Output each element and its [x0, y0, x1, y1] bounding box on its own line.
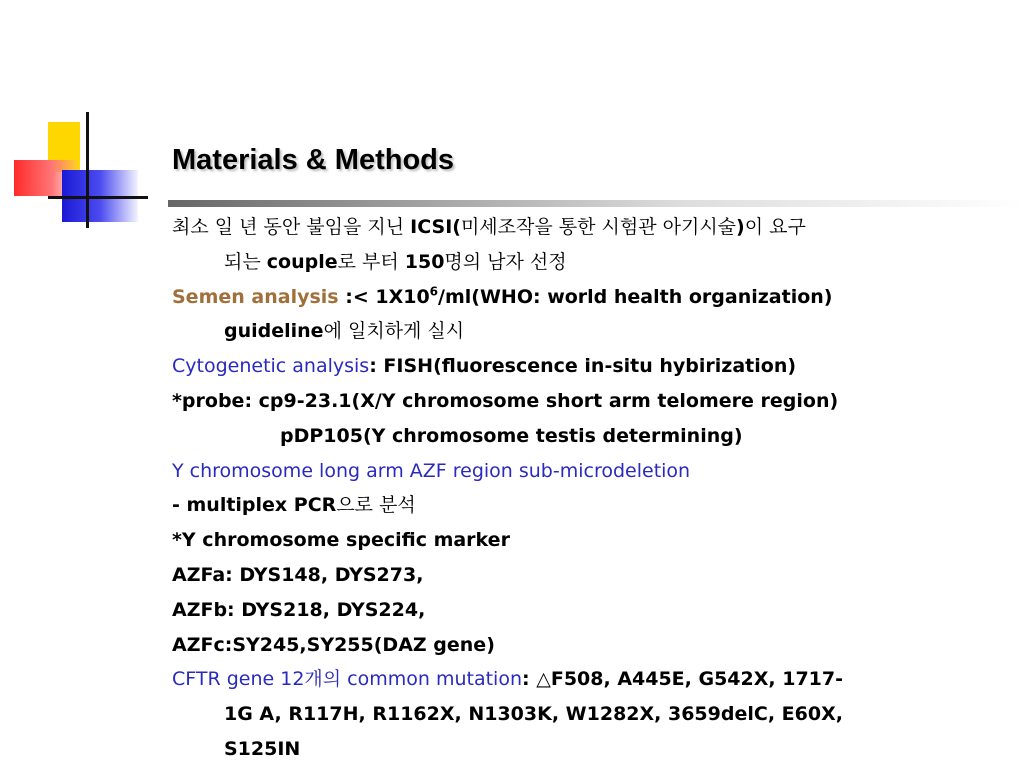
text-korean: 최소 일 년 동안 불임을 지닌 [172, 216, 411, 238]
text-fish: : FISH(fluorescence in-situ hybirization) [369, 355, 797, 378]
body-line-16 [172, 732, 1002, 767]
text-guideline: guideline [224, 320, 324, 343]
text-number: 150 [404, 250, 445, 273]
cftr-heading: CFTR gene 12 [172, 668, 305, 691]
body-line-1 [172, 210, 1002, 245]
text-korean: 에 일치하게 실시 [323, 320, 465, 343]
body-line-12 [172, 593, 1002, 628]
body-line-3 [172, 280, 1002, 315]
text-azfa: AZFa: DYS148, DYS273, [172, 563, 424, 586]
exponent: 6 [429, 284, 439, 299]
text-colon: : [522, 668, 537, 691]
body-line-9 [172, 488, 1002, 523]
body-line-14 [172, 662, 1002, 697]
text-korean: 명의 남자 선정 [444, 250, 567, 273]
slide-body [172, 210, 1002, 767]
delta-icon: △ [536, 668, 551, 691]
title-divider [168, 200, 1024, 207]
text-mutations-cont: 1G A, R117H, R1162X, N1303K, W1282X, 3659delC, E60X, [224, 703, 843, 726]
text-who: /ml(WHO: world health organization) [438, 285, 833, 308]
text-mutations: F508, A445E, G542X, 1717- [550, 668, 843, 691]
text-korean: 이 요구 [744, 216, 806, 238]
text-korean: 되는 [224, 250, 267, 273]
text-concentration: :< 1X10 [345, 285, 430, 308]
text-paren: ) [736, 216, 745, 238]
azf-region-heading: Y chromosome long arm AZF region sub-microdeletion [172, 459, 691, 482]
body-line-13 [172, 628, 1002, 663]
semen-analysis-heading: Semen analysis [172, 285, 346, 308]
text-mutations-end: S125IN [224, 737, 301, 760]
decorative-logo [0, 0, 150, 240]
body-line-10 [172, 523, 1002, 558]
text-marker: *Y chromosome specific marker [172, 529, 510, 552]
text-icsi: ICSI( [410, 216, 461, 238]
text-pdp105: pDP105(Y chromosome testis determining) [280, 424, 743, 447]
text-azfb: AZFb: DYS218, DYS224, [172, 598, 426, 621]
body-line-15 [172, 697, 1002, 732]
common-mutation-heading: common mutation [341, 668, 522, 691]
text-probe: *probe: cp9-23.1(X/Y chromosome short arm telomere region) [172, 389, 839, 412]
body-line-2 [172, 245, 1002, 280]
vertical-line [86, 112, 89, 228]
page-title: Materials & Methods [172, 144, 454, 176]
text-azfc: AZFc:SY245,SY255(DAZ gene) [172, 633, 495, 656]
text-multiplex-pcr: - multiplex PCR [172, 494, 337, 517]
body-line-4 [172, 314, 1002, 349]
text-couple: couple [266, 250, 338, 273]
horizontal-line [48, 196, 148, 199]
text-korean: 으로 분석 [336, 494, 416, 517]
text-korean: 로 부터 [337, 250, 405, 273]
body-line-11 [172, 558, 1002, 593]
body-line-6 [172, 384, 1002, 419]
text-korean: 미세조작을 통한 시험관 아기시술 [460, 216, 737, 238]
text-korean: 개의 [304, 668, 342, 691]
cytogenetic-analysis-heading: Cytogenetic analysis [172, 355, 370, 378]
body-line-7 [172, 419, 1002, 454]
body-line-8 [172, 454, 1002, 489]
body-line-5 [172, 349, 1002, 384]
